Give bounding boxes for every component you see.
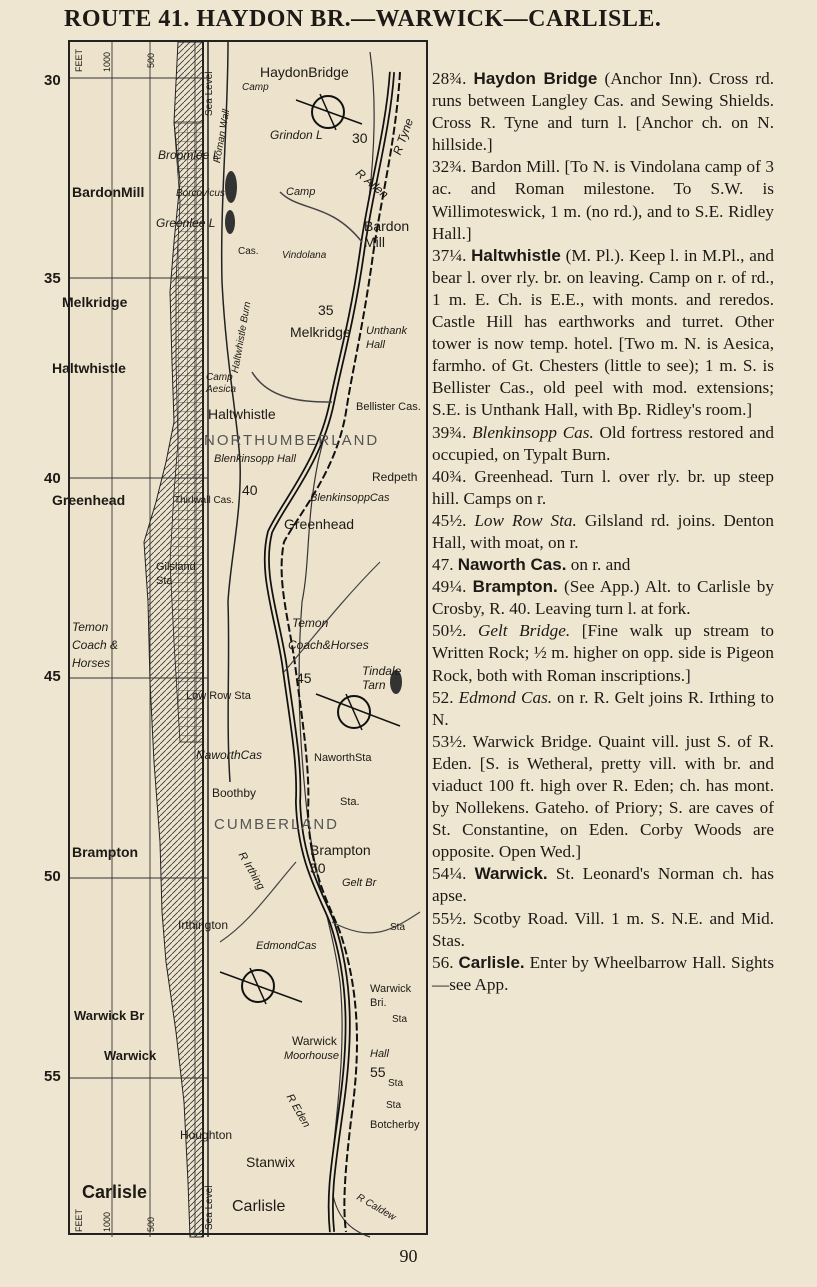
entry-text: Scotby Road. Vill. 1 m. S. N.E. and Mid. Stas. — [432, 908, 775, 950]
entry-mileage: 47. — [432, 555, 458, 575]
entry-text: Old fortress restored and occupied, on Typalt Burn. — [432, 422, 775, 464]
map-coach-horses: Coach&Horses — [288, 638, 369, 652]
entry-mileage: 49¼. — [432, 577, 473, 597]
entry-text: (See App.) Alt. to Carlisle by Crosby, R. 40. Leaving turn l. at fork. — [432, 577, 774, 619]
map-cas: Cas. — [238, 246, 259, 257]
profile-warwick-br: Warwick Br — [74, 1008, 145, 1023]
map-borcovicus: Borcovicus — [176, 188, 225, 199]
map-boothby: Boothby — [212, 786, 257, 800]
map-river-allen: R Allen — [353, 166, 392, 202]
itinerary-entry — [432, 68, 774, 156]
entry-text: (M. Pl.). Keep l. in M.Pl., and bear l. over rly. br. on leaving. Camp on r. of rd., 1 m. E. Ch. is E.E., with monts. and reredos. Castle Hill has earthworks and turret. Other tower is now temp. hotel. [Two m. N. is Aesica, farmho. of Gt. Chesters (little to see); 1 m. S. is Bellister Cas., old peel with mod. extensions; S.E. is Unthank Hall, with Bp. Ridley's room.] — [432, 245, 775, 420]
map-melkridge: Melkridge — [290, 324, 351, 340]
map-mile-40: 40 — [242, 482, 258, 498]
entry-place: Low Row Sta. — [474, 510, 577, 530]
entry-text: on r. and — [566, 555, 631, 575]
page-title: ROUTE 41. HAYDON BR.—WARWICK—CARLISLE. — [64, 6, 662, 32]
map-camp-1: Camp — [242, 82, 269, 93]
entry-place: Haydon Bridge — [473, 69, 598, 88]
map-irthington: Irthington — [178, 918, 229, 932]
profile-haltwhistle: Haltwhistle — [52, 360, 126, 376]
map-mile-50: 50 — [310, 860, 326, 876]
map-river-tyne: R Tyne — [390, 116, 417, 157]
entry-mileage: 55½. — [432, 908, 474, 928]
itinerary-entry — [432, 908, 774, 952]
map-mile-45: 45 — [296, 670, 312, 686]
map-naworth-cas: NaworthCas — [196, 748, 263, 762]
map-sta-5: Sta — [386, 1100, 402, 1111]
map-houghton: Houghton — [180, 1128, 233, 1142]
entry-place: Brampton. — [472, 577, 558, 597]
map-temon: Temon — [292, 616, 329, 630]
map-temon-profile: Temon Coach & Horses — [72, 620, 119, 670]
ft-500-bottom: 500 — [146, 1216, 156, 1232]
ft-500-top: 500 — [146, 52, 156, 68]
entry-mileage: 37¼. — [432, 245, 472, 265]
map-roman-wall: Roman Wall — [212, 108, 233, 164]
itinerary-text — [432, 68, 774, 996]
map-tindale-tarn: Tindale Tarn — [362, 664, 402, 692]
entry-mileage: 45½. — [432, 510, 475, 530]
mile-30: 30 — [44, 72, 61, 89]
entry-text: Greenhead. Turn l. over rly. br. up steep hill. Camps on r. — [432, 466, 774, 508]
itinerary-entry — [432, 687, 774, 731]
entry-mileage: 56. — [432, 952, 459, 972]
entry-place: Blenkinsopp Cas. — [472, 422, 594, 442]
entry-text: (Anchor Inn). Cross rd. runs between Langley Cas. and Sewing Shields. Cross R. Tyne and turn l. [Anchor ch. on N. hillside.] — [432, 69, 774, 155]
map-haydon-bridge: HaydonBridge — [260, 64, 349, 80]
sea-level-bottom: Sea Level — [204, 1185, 215, 1230]
entry-place: Haltwhistle — [471, 245, 561, 265]
map-stanwix: Stanwix — [246, 1154, 296, 1170]
itinerary-entry — [432, 576, 774, 620]
map-vindolana: Vindolana — [282, 250, 327, 261]
entry-text: St. Leonard's Norman ch. has apse. — [432, 864, 774, 906]
route-strip-map — [52, 40, 428, 1235]
entry-place: Warwick. — [474, 864, 548, 884]
mile-45: 45 — [44, 668, 61, 685]
entry-mileage: 52. — [432, 687, 459, 707]
map-cumberland: CUMBERLAND — [214, 816, 340, 833]
itinerary-entry — [432, 554, 774, 576]
map-thirlwall: Thirlwall Cas. — [174, 495, 235, 506]
map-sta-4: Sta — [388, 1078, 404, 1089]
profile-warwick: Warwick — [104, 1048, 157, 1063]
profile-brampton: Brampton — [72, 844, 139, 860]
itinerary-entry — [432, 620, 774, 686]
map-sta-2: Sta — [390, 922, 406, 933]
map-bellister: Bellister Cas. — [356, 401, 421, 413]
map-northumberland: NORTHUMBERLAND — [204, 432, 380, 449]
feet-label-bottom: FEET — [74, 1208, 84, 1232]
itinerary-entry — [432, 952, 774, 996]
entry-mileage: 28¾. — [432, 69, 474, 88]
itinerary-entry — [432, 422, 774, 466]
entry-text: [Fine walk up stream to Written Rock; ½ m. higher on opp. side is Pigeon Rock, both with Roman inscriptions.] — [432, 621, 775, 685]
entry-mileage: 53½. — [432, 731, 473, 751]
map-gilsland: Gilsland Sta — [156, 561, 196, 587]
entry-place: Gelt Bridge. — [477, 621, 571, 641]
entry-place: Carlisle. — [458, 952, 525, 972]
itinerary-entry — [432, 510, 774, 554]
map-river-irthing: R Irthing — [235, 850, 267, 893]
itinerary-entry — [432, 466, 774, 510]
itinerary-entry — [432, 731, 774, 864]
entry-text: on r. R. Gelt joins R. Irthing to N. — [432, 687, 774, 729]
entry-mileage: 32¾. — [432, 157, 471, 177]
map-haltwhistle: Haltwhistle — [208, 406, 276, 422]
map-unthank-hall: Unthank Hall — [366, 325, 407, 351]
map-broomlee: Broomlee L — [158, 148, 220, 162]
ft-1000-top: 1000 — [102, 51, 112, 72]
map-sta-3: Sta — [392, 1014, 408, 1025]
itinerary-entry — [432, 245, 774, 422]
entry-mileage: 39¾. — [432, 422, 473, 442]
entry-text: Gilsland rd. joins. Denton Hall, with moat, on r. — [432, 510, 774, 552]
entry-place: Naworth Cas. — [457, 555, 567, 575]
map-sta-1: Sta. — [340, 796, 360, 808]
map-edmond-cas: EdmondCas — [256, 940, 317, 952]
profile-greenhead: Greenhead — [52, 492, 126, 508]
map-bardon-mill: Bardon Mill — [364, 218, 410, 250]
itinerary-entry — [432, 156, 774, 244]
profile-melkridge: Melkridge — [62, 294, 128, 310]
profile-carlisle: Carlisle — [82, 1182, 148, 1202]
map-camp-aesica: Camp Aesica — [206, 372, 237, 395]
feet-label-top: FEET — [74, 48, 84, 72]
map-camp-2: Camp — [286, 186, 316, 198]
map-blenkinsopp-hall: Blenkinsopp Hall — [214, 453, 296, 465]
map-greenhead: Greenhead — [284, 516, 355, 532]
map-river-caldew: R Caldew — [354, 1192, 398, 1224]
entry-text: Enter by Wheelbarrow Hall. Sights—see App. — [432, 952, 775, 994]
mile-35: 35 — [44, 270, 61, 287]
sea-level-top: Sea Level — [204, 71, 215, 116]
map-river-eden: R Eden — [283, 1092, 313, 1130]
itinerary-entry — [432, 863, 774, 907]
profile-bardon-mill: BardonMill — [72, 184, 145, 200]
mile-50: 50 — [44, 868, 61, 885]
mile-40: 40 — [44, 470, 61, 487]
map-haltwhistle-burn: Haltwhistle Burn — [230, 300, 254, 374]
map-mile-35: 35 — [318, 302, 334, 318]
map-mile-30: 30 — [352, 130, 368, 146]
map-gelt-br: Gelt Br — [342, 877, 377, 889]
map-warwick-bri: Warwick Bri. — [370, 983, 412, 1009]
map-grindon: Grindon L — [270, 128, 323, 142]
map-naworth-sta: NaworthSta — [314, 752, 372, 764]
map-mile-55: 55 — [370, 1064, 386, 1080]
map-botcherby: Botcherby — [370, 1119, 420, 1131]
map-blenkinsopp-cas: BlenkinsoppCas — [310, 492, 390, 504]
entry-mileage: 50½. — [432, 621, 478, 641]
mile-55: 55 — [44, 1068, 61, 1085]
map-greenlee: Greenlee L — [156, 216, 216, 230]
map-brampton: Brampton — [310, 842, 371, 858]
page-number: 90 — [399, 1246, 418, 1266]
entry-mileage: 54¼. — [432, 864, 475, 884]
entry-text: Bardon Mill. [To N. is Vindolana camp of 3 ac. and Roman milestone. To S.W. is Willimoteswick, 1 m. (no rd.), and to S.E. Ridley Hall.] — [432, 157, 774, 243]
map-redpeth: Redpeth — [372, 470, 418, 484]
map-low-row: Low Row Sta — [186, 690, 251, 702]
map-hall: Hall — [370, 1048, 389, 1060]
entry-place: Edmond Cas. — [458, 687, 553, 707]
map-moorhouse: Moorhouse — [284, 1050, 340, 1062]
entry-mileage: 40¾. — [432, 466, 475, 486]
map-warwick: Warwick — [292, 1034, 337, 1048]
ft-1000-bottom: 1000 — [102, 1211, 112, 1232]
entry-text: Warwick Bridge. Quaint vill. just S. of R. Eden. [S. is Wetheral, pretty vill. with br. and viaduct 100 ft. high over R. Eden; ch. has mont. by Nollekens. Gateho. of Priory; S. are caves of St. Constantine, on Eden. Corby Woods are opposite. Open Wed.] — [432, 731, 774, 862]
map-carlisle: Carlisle — [232, 1198, 286, 1215]
